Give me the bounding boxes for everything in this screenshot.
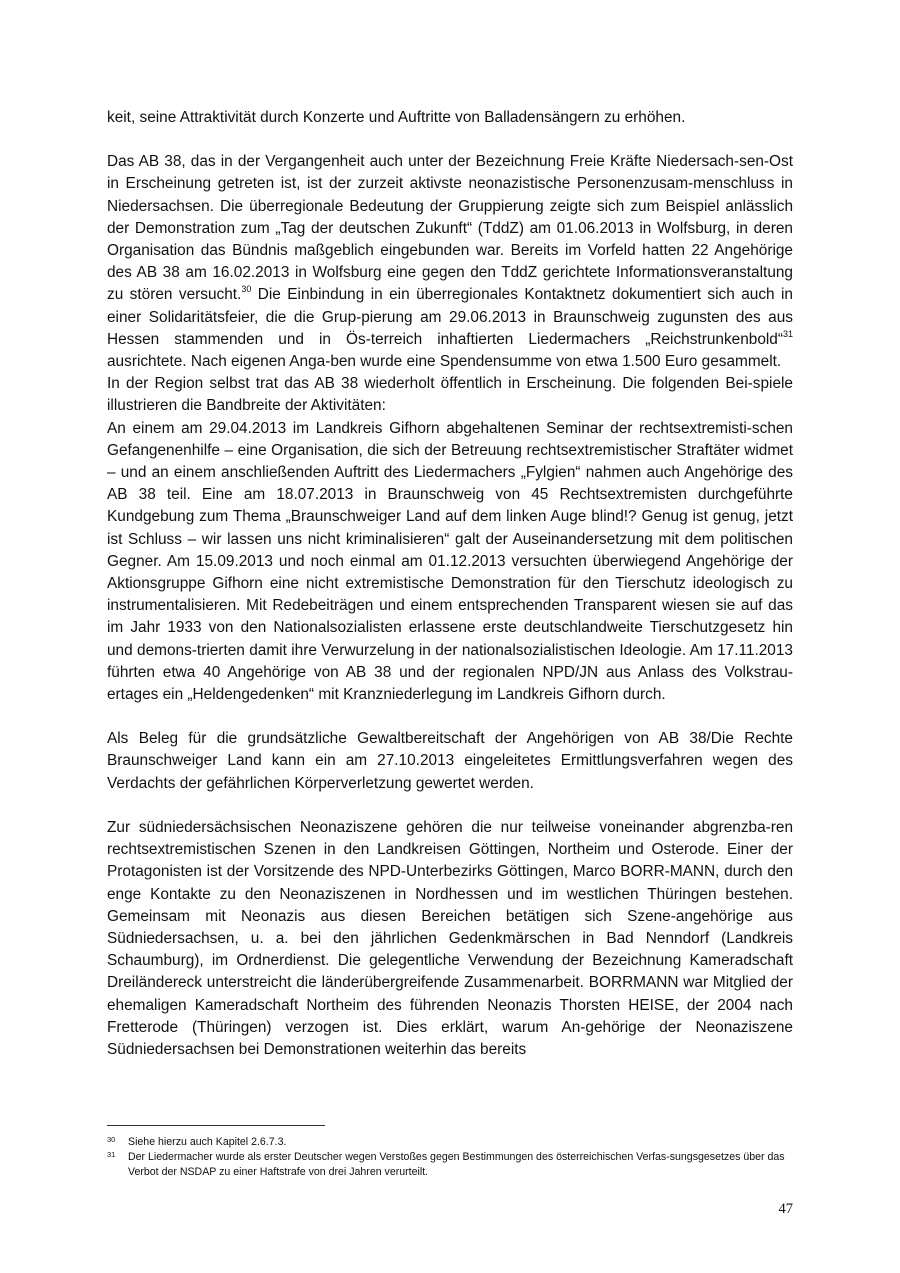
main-text [107, 107, 793, 1061]
footnote-30 [107, 1135, 797, 1150]
paragraph-south-lower-saxony: Zur südniedersächsischen Neonaziszene gehören die nur teilweise voneinander abgrenzba-ren rechtsextremistischen Szenen in den Landkreisen Göttingen, Northeim und Osterode. Einer der Protagonisten ist der Vorsitzende des NPD-Unterbezirks Göttingen, Marco BORR-MANN, durch den enge Kontakte zu den Neonaziszenen in Nordhessen und im westlichen Thüringen bestehen. Gemeinsam mit Neonazis aus diesen Bereichen betätigen sich Szene-angehörige aus Südniedersachsen, u. a. bei den jährlichen Gedenkmärschen in Bad Nenndorf (Landkreis Schaumburg), im Ordnerdienst. Die gelegentliche Verwendung der Bezeichnung Kameradschaft Dreiländereck unterstreicht die länderübergreifende Zusammenarbeit. BORRMANN war Mitglied der ehemaligen Kameradschaft Northeim des führenden Neonazis Thorsten HEISE, der 2004 nach Fretterode (Thüringen) verzogen ist. Dies erklärt, warum An-gehörige der Neonaziszene Südniedersachsen bei Demonstrationen weiterhin das bereits [107, 818, 793, 1058]
footnote-divider [107, 1125, 325, 1126]
footnote-ref-31[interactable]: 31 [782, 328, 793, 339]
page-number: 47 [778, 1201, 793, 1217]
paragraph-continuation: keit, seine Attraktivität durch Konzerte und Auftritte von Balladensängern zu erhöhen. [107, 109, 686, 126]
paragraph-text: Das AB 38, das in der Vergangenheit auch unter der Bezeichnung Freie Kräfte Niedersach-sen-Ost in Erscheinung getreten ist, ist der zurzeit aktivste neonazistische Personenzusam-menschluss in Niedersachsen. Die überregionale Bedeutung der Gruppierung zeigte sich zum Beispiel anlässlich der Demonstration zum „Tag der deutschen Zukunft“ (TddZ) am 01.06.2013 in Wolfsburg, in deren Organisation das Bündnis maßgeblich eingebunden war. Bereits im Vorfeld hatten 22 Angehörige des AB 38 am 16.02.2013 in Wolfsburg eine gegen den TddZ gerichtete Informationsveranstaltung zu stören versucht. [107, 153, 793, 304]
paragraph-examples: An einem am 29.04.2013 im Landkreis Gifhorn abgehaltenen Seminar der rechtsextremisti-schen Gefangenenhilfe – eine Organisation, die sich der Betreuung rechtsextremistischer Straftäter widmet – und an einem anschließenden Auftritt des Liedermachers „Fylgien“ nahmen auch Angehörige des AB 38 teil. Eine am 18.07.2013 in Braunschweig von 45 Rechtsextremisten durchgeführte Kundgebung zum Thema „Braunschweiger Land auf dem linken Auge blind!? Genug ist genug, jetzt ist Schluss – wir lassen uns nicht kriminalisieren“ galt der Auseinandersetzung mit dem politischen Gegner. Am 15.09.2013 und noch einmal am 01.12.2013 versuchten überwiegend Angehörige der Aktionsgruppe Gifhorn eine nicht extremistische Demonstration für den Tierschutz ideologisch zu instrumentalisieren. Mit Redebeiträgen und einem entsprechenden Transparent wiesen sie auf das im Jahr 1933 von den Nationalsozialisten erlassene erste deutschlandweite Tierschutzgesetz hin und demons-trierten damit ihre Verwurzelung in der nationalsozialistischen Ideologie. Am 17.11.2013 führten etwa 40 Angehörige von AB 38 und der regionalen NPD/JN aus Anlass des Volkstrau-ertages ein „Heldengedenken“ mit Kranzniederlegung im Landkreis Gifhorn durch. [107, 419, 793, 704]
footnote-31 [107, 1150, 797, 1180]
paragraph-text: ausrichtete. Nach eigenen Anga-ben wurde eine Spendensumme von etwa 1.500 Euro gesammelt. [107, 353, 782, 371]
paragraph-region: In der Region selbst trat das AB 38 wiederholt öffentlich in Erscheinung. Die folgenden Bei-spiele illustrieren die Bandbreite der Aktivitäten: [107, 375, 793, 415]
footnote-number: 30 [107, 1135, 116, 1144]
footnote-ref-30[interactable]: 30 [241, 284, 252, 295]
footnote-number: 31 [107, 1150, 116, 1159]
paragraph-ab38-intro [107, 151, 793, 373]
paragraph-violence: Als Beleg für die grundsätzliche Gewaltbereitschaft der Angehörigen von AB 38/Die Rechte Braunschweiger Land kann ein am 27.10.2013 eingeleitetes Ermittlungsverfahren wegen des Verdachts der gefährlichen Körperverletzung gewertet werden. [107, 730, 793, 792]
footnote-text: Der Liedermacher wurde als erster Deutscher wegen Verstoßes gegen Bestimmungen des österreichischen Verfas-sungsgesetzes über das Verbot der NSDAP zu einer Haftstrafe von drei Jahren verurteilt. [128, 1151, 785, 1178]
footnotes [107, 1135, 797, 1180]
paragraph-text: Die Einbindung in ein überregionales Kontaktnetz dokumentiert sich auch in einer Solidaritätsfeier, die die Grup-pierung am 29.06.2013 in Braunschweig zugunsten des aus Hessen stammenden und in Ös-terreich inhaftierten Liedermachers „Reichstrunkenbold“ [107, 286, 793, 348]
footnote-text: Siehe hierzu auch Kapitel 2.6.7.3. [128, 1136, 287, 1148]
